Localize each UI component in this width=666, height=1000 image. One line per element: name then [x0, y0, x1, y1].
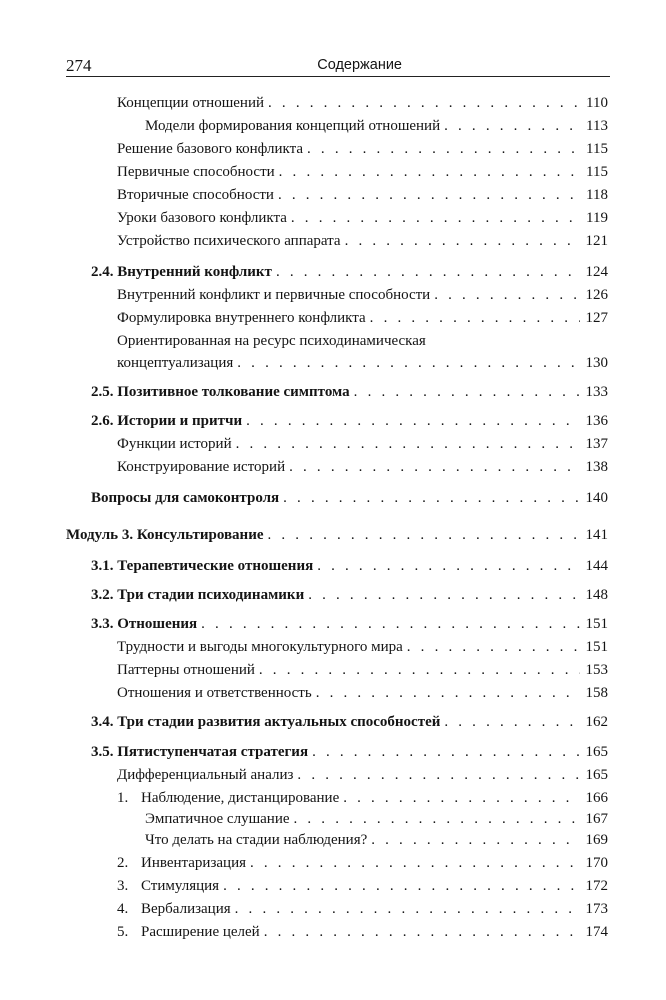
- toc-entry-page: 158: [585, 685, 608, 701]
- toc-entry-multicultural-world[interactable]: [117, 636, 608, 658]
- dot-leader: [279, 487, 579, 509]
- dot-leader: [272, 261, 580, 283]
- toc-step-number: 1.: [117, 790, 129, 806]
- toc-entry-label: Стимуляция: [141, 878, 220, 894]
- dot-leader: [231, 898, 580, 920]
- dot-leader: [232, 433, 580, 455]
- toc-entry-resource-conceptualization[interactable]: [117, 352, 608, 374]
- dot-leader: [440, 115, 580, 137]
- dot-leader: [242, 410, 579, 432]
- toc-entry-page: 165: [585, 767, 608, 783]
- toc-entry-label: Инвентаризация: [141, 855, 246, 871]
- dot-leader: [275, 161, 580, 183]
- toc-entry-page: 110: [586, 95, 608, 111]
- toc-entry-label: Вторичные способности: [117, 187, 274, 203]
- toc-section-2-6[interactable]: [91, 410, 608, 432]
- dot-leader: [255, 659, 580, 681]
- toc-entry-label: Модуль 3. Консультирование: [66, 527, 264, 543]
- toc-entry-page: 172: [585, 878, 608, 894]
- toc-entry-page: 140: [585, 490, 608, 506]
- toc-entry-psychic-apparatus[interactable]: [117, 230, 608, 252]
- toc-entry-relationship-patterns[interactable]: [117, 659, 608, 681]
- toc-entry-label: Решение базового конфликта: [117, 141, 304, 157]
- toc-entry-differential-analysis[interactable]: [117, 764, 608, 786]
- dot-leader: [304, 584, 579, 606]
- toc-entry-basic-conflict-lessons[interactable]: [117, 207, 608, 229]
- toc-entry-page: 166: [585, 790, 608, 806]
- toc-entry-label: Наблюдение, дистанцирование: [141, 790, 340, 806]
- dot-leader: [233, 352, 579, 374]
- toc-entry-page: 170: [585, 855, 608, 871]
- toc-entry-page: 174: [585, 924, 608, 940]
- toc-entry-page: 119: [586, 210, 608, 226]
- toc-entry-page: 137: [585, 436, 608, 452]
- toc-step-4-verbalization[interactable]: [117, 898, 608, 920]
- toc-self-check-questions[interactable]: [91, 487, 608, 509]
- toc-entry-page: 115: [586, 164, 608, 180]
- toc-section-2-5[interactable]: [91, 381, 608, 403]
- toc-entry-label-line1[interactable]: Ориентированная на ресурс психодинамическая: [117, 333, 426, 349]
- toc-step-number: 4.: [117, 901, 129, 917]
- dot-leader: [219, 875, 579, 897]
- running-head: [66, 56, 610, 77]
- toc-entry-page: 121: [585, 233, 608, 249]
- toc-entry-label: Модели формирования концепций отношений: [145, 118, 441, 134]
- toc-entry-label: Вербализация: [141, 901, 231, 917]
- dot-leader: [367, 829, 579, 851]
- toc-entry-page: 130: [585, 355, 608, 371]
- toc-entry-relationship-concepts[interactable]: [117, 92, 608, 114]
- toc-entry-label: Что делать на стадии наблюдения?: [145, 832, 368, 848]
- toc-step-number: 5.: [117, 924, 129, 940]
- toc-entry-label: Уроки базового конфликта: [117, 210, 287, 226]
- toc-entry-page: 169: [585, 832, 608, 848]
- section-title: Содержание: [317, 57, 402, 73]
- dot-leader: [440, 711, 579, 733]
- toc-entry-page: 153: [585, 662, 608, 678]
- toc-module-3[interactable]: [66, 524, 608, 546]
- dot-leader: [430, 284, 579, 306]
- dot-leader: [339, 787, 579, 809]
- dot-leader: [274, 184, 580, 206]
- dot-leader: [350, 381, 580, 403]
- toc-entry-label: Внутренний конфликт и первичные способности: [117, 287, 431, 303]
- toc-entry-label: Функции историй: [117, 436, 232, 452]
- toc-entry-relationships-responsibility[interactable]: [117, 682, 608, 704]
- toc-entry-label: Отношения и ответственность: [117, 685, 312, 701]
- dot-leader: [285, 456, 579, 478]
- toc-entry-page: 151: [585, 616, 608, 632]
- toc-entry-page: 141: [585, 527, 608, 543]
- toc-entry-page: 144: [585, 558, 608, 574]
- toc-entry-page: 136: [585, 413, 608, 429]
- toc-entry-story-construction[interactable]: [117, 456, 608, 478]
- toc-entry-page: 148: [585, 587, 608, 603]
- dot-leader: [293, 764, 579, 786]
- dot-leader: [313, 555, 579, 577]
- toc-entry-observation-stage-actions[interactable]: [145, 829, 608, 851]
- toc-entry-inner-conflict-primary[interactable]: [117, 284, 608, 306]
- toc-step-number: 3.: [117, 878, 129, 894]
- toc-entry-page: 133: [585, 384, 608, 400]
- toc-entry-label: 3.4. Три стадии развития актуальных способностей: [91, 714, 441, 730]
- toc-entry-page: 138: [585, 459, 608, 475]
- toc-entry-label: 2.5. Позитивное толкование симптома: [91, 384, 350, 400]
- dot-leader: [403, 636, 580, 658]
- toc-section-3-1[interactable]: [91, 555, 608, 577]
- toc-step-3-stimulation[interactable]: [117, 875, 608, 897]
- toc-entry-secondary-capacities[interactable]: [117, 184, 608, 206]
- toc-entry-page: 173: [585, 901, 608, 917]
- toc-entry-label: Концепции отношений: [117, 95, 265, 111]
- toc-section-3-5[interactable]: [91, 741, 608, 763]
- toc-section-3-2[interactable]: [91, 584, 608, 606]
- toc-entry-label: Трудности и выгоды многокультурного мира: [117, 639, 403, 655]
- toc-entry-label: Расширение целей: [141, 924, 260, 940]
- toc-entry-page: 126: [585, 287, 608, 303]
- page-number: 274: [66, 56, 92, 75]
- toc-entry-inner-conflict-formulation[interactable]: [117, 307, 608, 329]
- dot-leader: [341, 230, 580, 252]
- toc-entry-label: Формулировка внутреннего конфликта: [117, 310, 366, 326]
- toc-entry-label: 2.6. Истории и притчи: [91, 413, 243, 429]
- toc-entry-label: Паттерны отношений: [117, 662, 255, 678]
- toc-entry-page: 113: [586, 118, 608, 134]
- dot-leader: [290, 808, 580, 830]
- dot-leader: [366, 307, 580, 329]
- toc-section-3-3[interactable]: [91, 613, 608, 635]
- dot-leader: [260, 921, 580, 943]
- dot-leader: [264, 524, 580, 546]
- toc-entry-story-functions[interactable]: [117, 433, 608, 455]
- toc-entry-label: 3.1. Терапевтические отношения: [91, 558, 314, 574]
- toc-section-3-4[interactable]: [91, 711, 608, 733]
- toc-entry-page: 151: [585, 639, 608, 655]
- dot-leader: [246, 852, 580, 874]
- toc-entry-page: 162: [585, 714, 608, 730]
- toc-entry-label: Вопросы для самоконтроля: [91, 490, 280, 506]
- toc-entry-basic-conflict-solution[interactable]: [117, 138, 608, 160]
- toc-step-1-observation[interactable]: [117, 787, 608, 809]
- toc-step-2-inventory[interactable]: [117, 852, 608, 874]
- toc-section-2-4[interactable]: [91, 261, 608, 283]
- toc-entry-label: концептуализация: [117, 355, 234, 371]
- toc-entry-concept-formation-models[interactable]: [145, 115, 608, 137]
- toc-entry-label: Дифференциальный анализ: [117, 767, 294, 783]
- toc-entry-page: 118: [586, 187, 608, 203]
- toc-entry-label: Устройство психического аппарата: [117, 233, 341, 249]
- toc-entry-page: 115: [586, 141, 608, 157]
- toc-entry-page: 127: [585, 310, 608, 326]
- dot-leader: [308, 741, 579, 763]
- toc-entry-label: Конструирование историй: [117, 459, 286, 475]
- dot-leader: [264, 92, 580, 114]
- toc-entry-label: 3.2. Три стадии психодинамики: [91, 587, 305, 603]
- toc-entry-label: 3.3. Отношения: [91, 616, 198, 632]
- dot-leader: [197, 613, 579, 635]
- toc-entry-page: 124: [585, 264, 608, 280]
- toc-entry-label: Первичные способности: [117, 164, 275, 180]
- toc-entry-page: 165: [585, 744, 608, 760]
- toc-entry-label: Эмпатичное слушание: [145, 811, 290, 827]
- toc-entry-label: 2.4. Внутренний конфликт: [91, 264, 272, 280]
- toc-entry-label: 3.5. Пятиступенчатая стратегия: [91, 744, 309, 760]
- toc-step-number: 2.: [117, 855, 129, 871]
- toc-entry-page: 167: [585, 811, 608, 827]
- dot-leader: [287, 207, 580, 229]
- dot-leader: [303, 138, 580, 160]
- toc-entry-primary-capacities[interactable]: [117, 161, 608, 183]
- dot-leader: [312, 682, 580, 704]
- toc-entry-empathic-listening[interactable]: [145, 808, 608, 830]
- toc-step-5-goal-expansion[interactable]: [117, 921, 608, 943]
